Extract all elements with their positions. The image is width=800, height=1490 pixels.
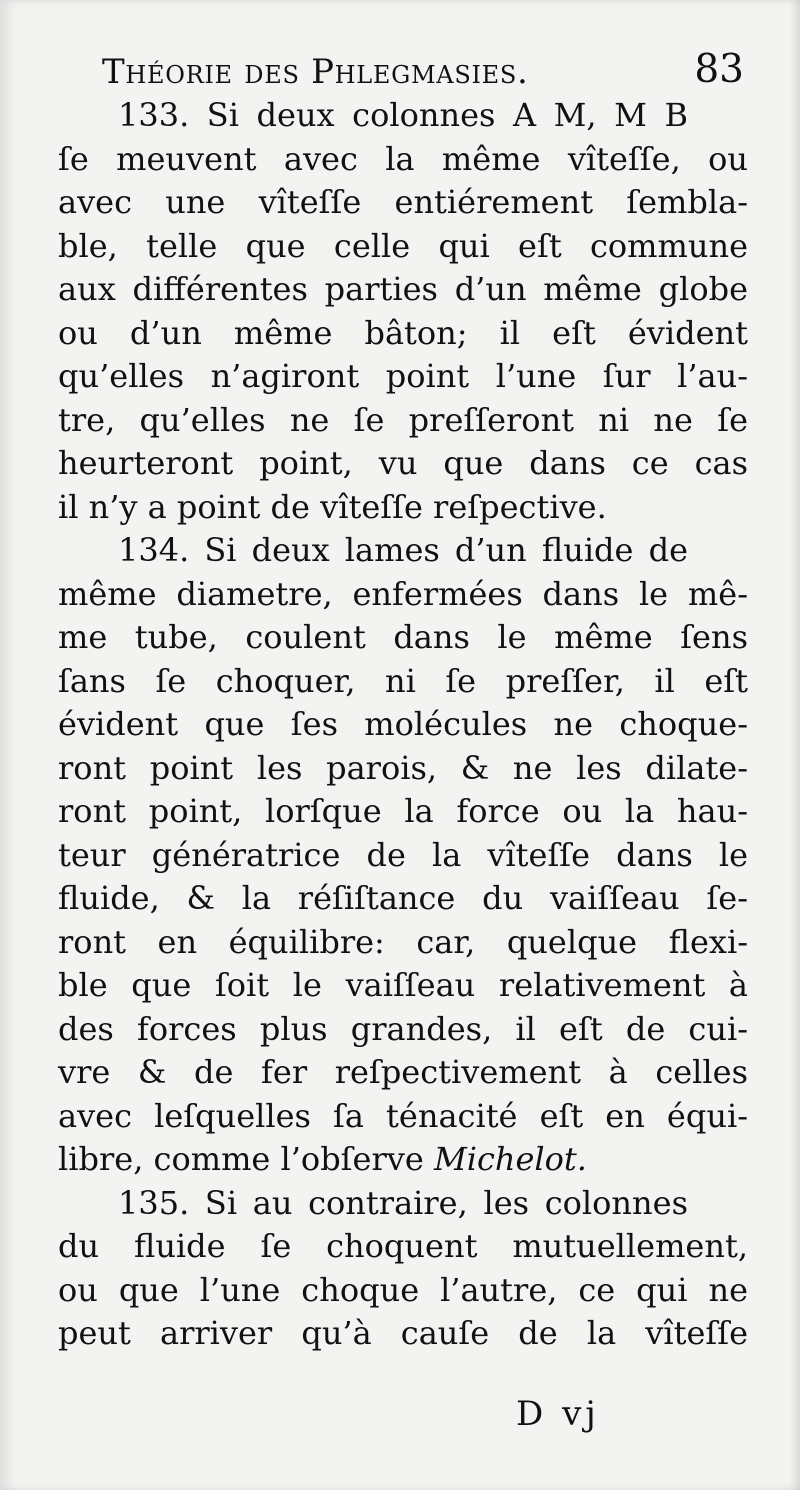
text-line: ront point, lorſque la force ou la hau- [58,792,748,830]
text-line: évident que ſes molécules ne choque- [58,705,748,743]
text-line: vre & de fer reſpectivement à celles [58,1053,748,1091]
text-line: 134. Si deux lames d’un fluide de [118,531,688,569]
text-line: 135. Si au contraire, les colonnes [118,1183,688,1222]
page-edge [788,0,800,1490]
printer-signature: D vj [516,1394,600,1434]
text-line: tre, qu’elles ne ſe preſſeront ni ne ſe [58,400,748,439]
text-line: il n’y a point de vîteſſe reſpective. [58,487,607,526]
text-line: ſans ſe choquer, ni ſe preſſer, il eſt [58,661,748,700]
text-line: peut arriver qu’à cauſe de la vîteſſe [58,1314,748,1352]
text-line: qu’elles n’agiront point l’une ſur l’au- [58,357,748,395]
text-line: aux différentes parties d’un même globe [58,270,748,308]
text-line: 133. Si deux colonnes A M, M B [118,96,688,134]
text-line: avec une vîteſſe entiérement ſembla- [58,183,748,221]
text-line: ſe meuvent avec la même vîteſſe, ou [58,139,748,178]
text-line: du fluide ſe choquent mutuellement, [58,1227,748,1265]
text-line: ront point les parois, & ne les dilate- [58,748,748,787]
author-citation: Michelot. [433,1140,587,1178]
text-line: ble que ſoit le vaiſſeau relativement à [58,966,748,1004]
text-line: heurteront point, vu que dans ce cas [58,444,748,482]
text-line-with-citation [58,1138,748,1182]
text-line: ou que l’une choque l’autre, ce qui ne [58,1270,748,1309]
text-line: ront en équilibre: car, quelque flexi- [58,922,748,961]
running-title: Théorie des Phlegmasies. [102,52,529,92]
text-line: ou d’un même bâton; il eſt évident [58,313,748,352]
text-line: ble, telle que celle qui eſt commune [58,226,748,265]
text-line: teur génératrice de la vîteſſe dans le [58,835,748,874]
text-line: avec leſquelles ſa ténacité eſt en équi- [58,1096,748,1135]
text-line: des forces plus grandes, il eſt de cui- [58,1009,748,1048]
text-line: fluide, & la réſiſtance du vaiſſeau ſe- [58,879,748,917]
text-line: me tube, coulent dans le même ſens [58,618,748,656]
text-line: libre, comme l’obſerve [58,1140,424,1178]
text-line: même diametre, enfermées dans le mê- [58,574,748,613]
body-text [58,94,748,1356]
page-number: 83 [694,47,744,92]
